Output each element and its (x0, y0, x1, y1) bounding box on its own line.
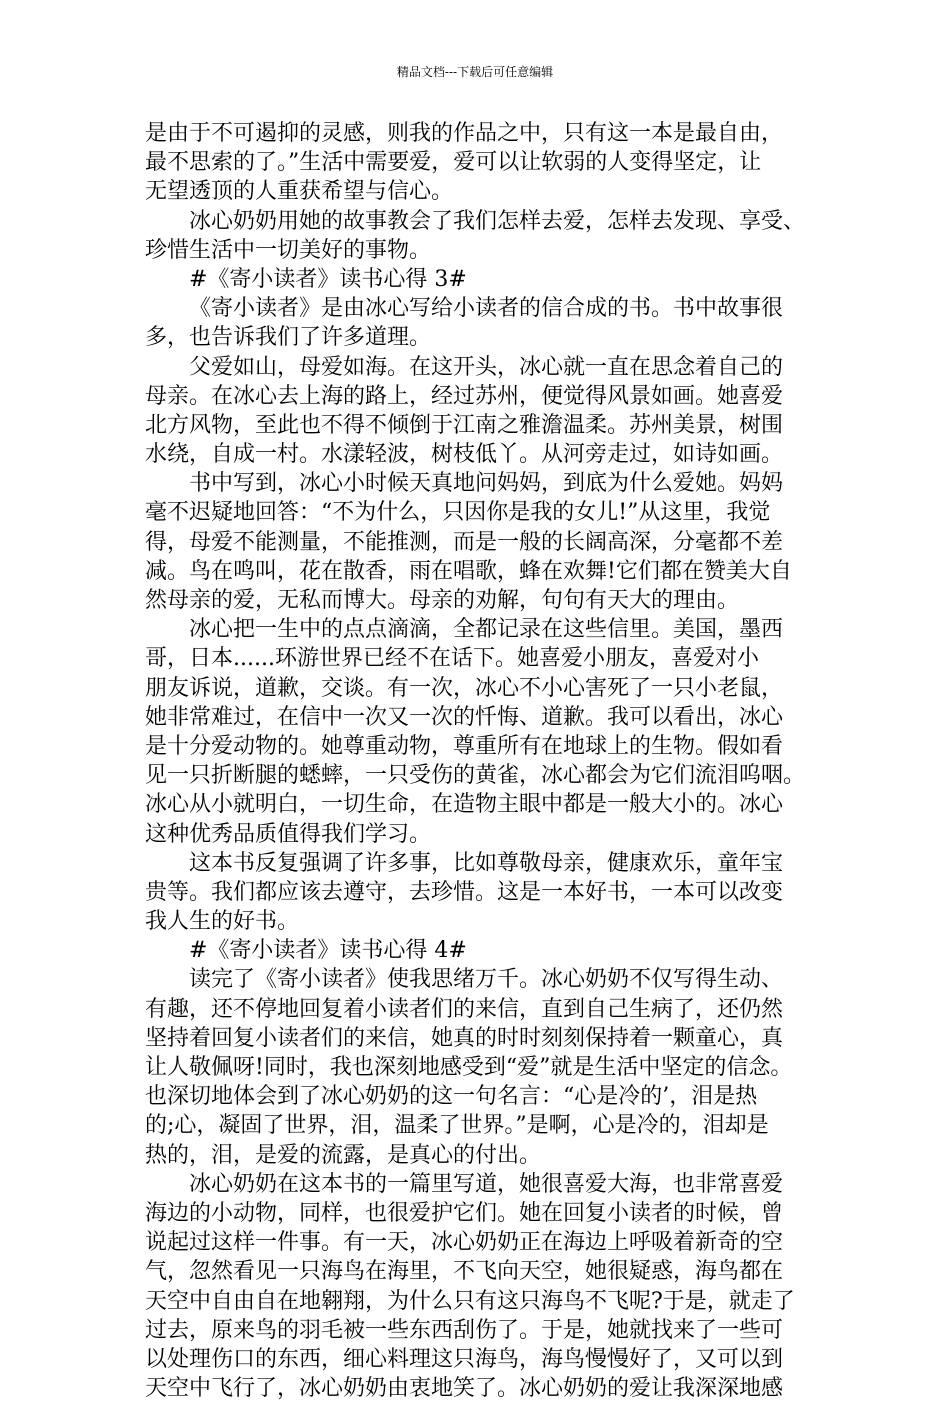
paragraph-line: 冰心从小就明白，一切生命，在造物主眼中都是一般大小的。冰心 (145, 792, 784, 818)
paragraph-line: 坚持着回复小读者们的来信，她真的时时刻刻保持着一颗童心，真 (145, 1025, 784, 1051)
paragraph-line: 最不思索的了。”生活中需要爱，爱可以让软弱的人变得坚定，让 (145, 150, 762, 176)
paragraph-line: 父爱如山，母爱如海。在这开头，冰心就一直在思念着自己的 (189, 354, 784, 380)
paragraph-line: 海边的小动物，同样，也很爱护它们。她在回复小读者的时候，曾 (145, 1200, 784, 1226)
paragraph-line: 这种优秀品质值得我们学习。 (145, 821, 432, 847)
paragraph-line: 无望透顶的人重获希望与信心。 (145, 179, 454, 205)
paragraph-line: 冰心把一生中的点点滴滴，全都记录在这些信里。美国，墨西 (189, 617, 784, 643)
paragraph-line: 多，也告诉我们了许多道理。 (145, 325, 432, 351)
paragraph-line: 说起过这样一件事。有一天，冰心奶奶正在海边上呼吸着新奇的空 (145, 1230, 784, 1256)
paragraph-line: 哥，日本......环游世界已经不在话下。她喜爱小朋友，喜爱对小 (145, 646, 759, 672)
paragraph-line: 水绕，自成一村。水漾轻波，树枝低丫。从河旁走过，如诗如画。 (145, 442, 784, 468)
paragraph-line: 让人敬佩呀!同时，我也深刻地感受到“爱”就是生活中坚定的信念。 (145, 1055, 793, 1080)
paragraph-line: 这本书反复强调了许多事，比如尊敬母亲，健康欢乐，童年宝 (189, 850, 784, 876)
paragraph-line: 得，母爱不能测量，不能推测，而是一般的长阔高深，分毫都不差 (145, 529, 784, 555)
paragraph-line: 母亲。在冰心去上海的路上，经过苏州，便觉得风景如画。她喜爱 (145, 383, 784, 409)
paragraph-line: 是十分爱动物的。她尊重动物，尊重所有在地球上的生物。假如看 (145, 733, 784, 759)
paragraph-line: 读完了《寄小读者》使我思绪万千。冰心奶奶不仅写得生动、 (189, 967, 784, 993)
paragraph-line: 珍惜生活中一切美好的事物。 (145, 237, 432, 263)
paragraph-line: 书中写到，冰心小时候天真地问妈妈，到底为什么爱她。妈妈 (189, 471, 784, 497)
paragraph-line: 然母亲的爱，无私而博大。母亲的劝解，句句有天大的理由。 (145, 588, 740, 613)
paragraph-line: 天空中飞行了，冰心奶奶由衷地笑了。冰心奶奶的爱让我深深地感 (145, 1376, 784, 1402)
paragraph-line: 过去，原来鸟的羽毛被一些东西刮伤了。于是，她就找来了一些可 (145, 1317, 784, 1343)
paragraph-line: 气，忽然看见一只海鸟在海里，不飞向天空，她很疑惑，海鸟都在 (145, 1259, 784, 1285)
paragraph-line: 冰心奶奶在这本书的一篇里写道，她很喜爱大海，也非常喜爱 (189, 1171, 784, 1197)
paragraph-line: 天空中自由自在地翱翔，为什么只有这只海鸟不飞呢?于是，就走了 (145, 1288, 795, 1314)
paragraph-line: 热的，泪，是爱的流露，是真心的付出。 (145, 1142, 542, 1168)
section-heading: #《寄小读者》读书心得 4# (189, 938, 467, 964)
paragraph-line: 冰心奶奶用她的故事教会了我们怎样去爱，怎样去发现、享受、 (189, 208, 805, 234)
paragraph-line: 毫不迟疑地回答：“不为什么，只因你是我的女儿!”从这里，我觉 (145, 500, 771, 526)
paragraph-line: 见一只折断腿的蟋蟀，一只受伤的黄雀，冰心都会为它们流泪呜咽。 (145, 763, 805, 789)
page-header: 精品文档---下载后可任意编辑 (396, 65, 554, 79)
paragraph-line: 有趣，还不停地回复着小读者们的来信，直到自己生病了，还仍然 (145, 996, 784, 1022)
paragraph-line: 她非常难过，在信中一次又一次的忏悔、道歉。我可以看出，冰心 (145, 704, 784, 730)
document-body (145, 119, 805, 1403)
paragraph-line: 以处理伤口的东西，细心料理这只海鸟，海鸟慢慢好了，又可以到 (145, 1346, 784, 1372)
paragraph-line: 我人生的好书。 (145, 909, 300, 935)
paragraph-line: 《寄小读者》是由冰心写给小读者的信合成的书。书中故事很 (189, 296, 784, 322)
paragraph-line: 北方风物，至此也不得不倾倒于江南之雅澹温柔。苏州美景，树围 (145, 412, 784, 438)
paragraph-line: 朋友诉说，道歉，交谈。有一次，冰心不小心害死了一只小老鼠， (145, 675, 784, 701)
paragraph-line: 减。鸟在鸣叫，花在散香，雨在唱歌，蜂在欢舞!它们都在赞美大自 (145, 558, 792, 584)
paragraph-line: 是由于不可遏抑的灵感，则我的作品之中，只有这一本是最自由， (145, 121, 784, 146)
paragraph-line: 的;心，凝固了世界，泪，温柔了世界。”是啊，心是冷的，泪却是 (145, 1113, 769, 1139)
paragraph-line: 贵等。我们都应该去遵守，去珍惜。这是一本好书，一本可以改变 (145, 879, 784, 905)
section-heading: #《寄小读者》读书心得 3# (189, 266, 467, 292)
paragraph-line: 也深切地体会到了冰心奶奶的这一句名言：“心是冷的’，泪是热 (145, 1084, 758, 1110)
